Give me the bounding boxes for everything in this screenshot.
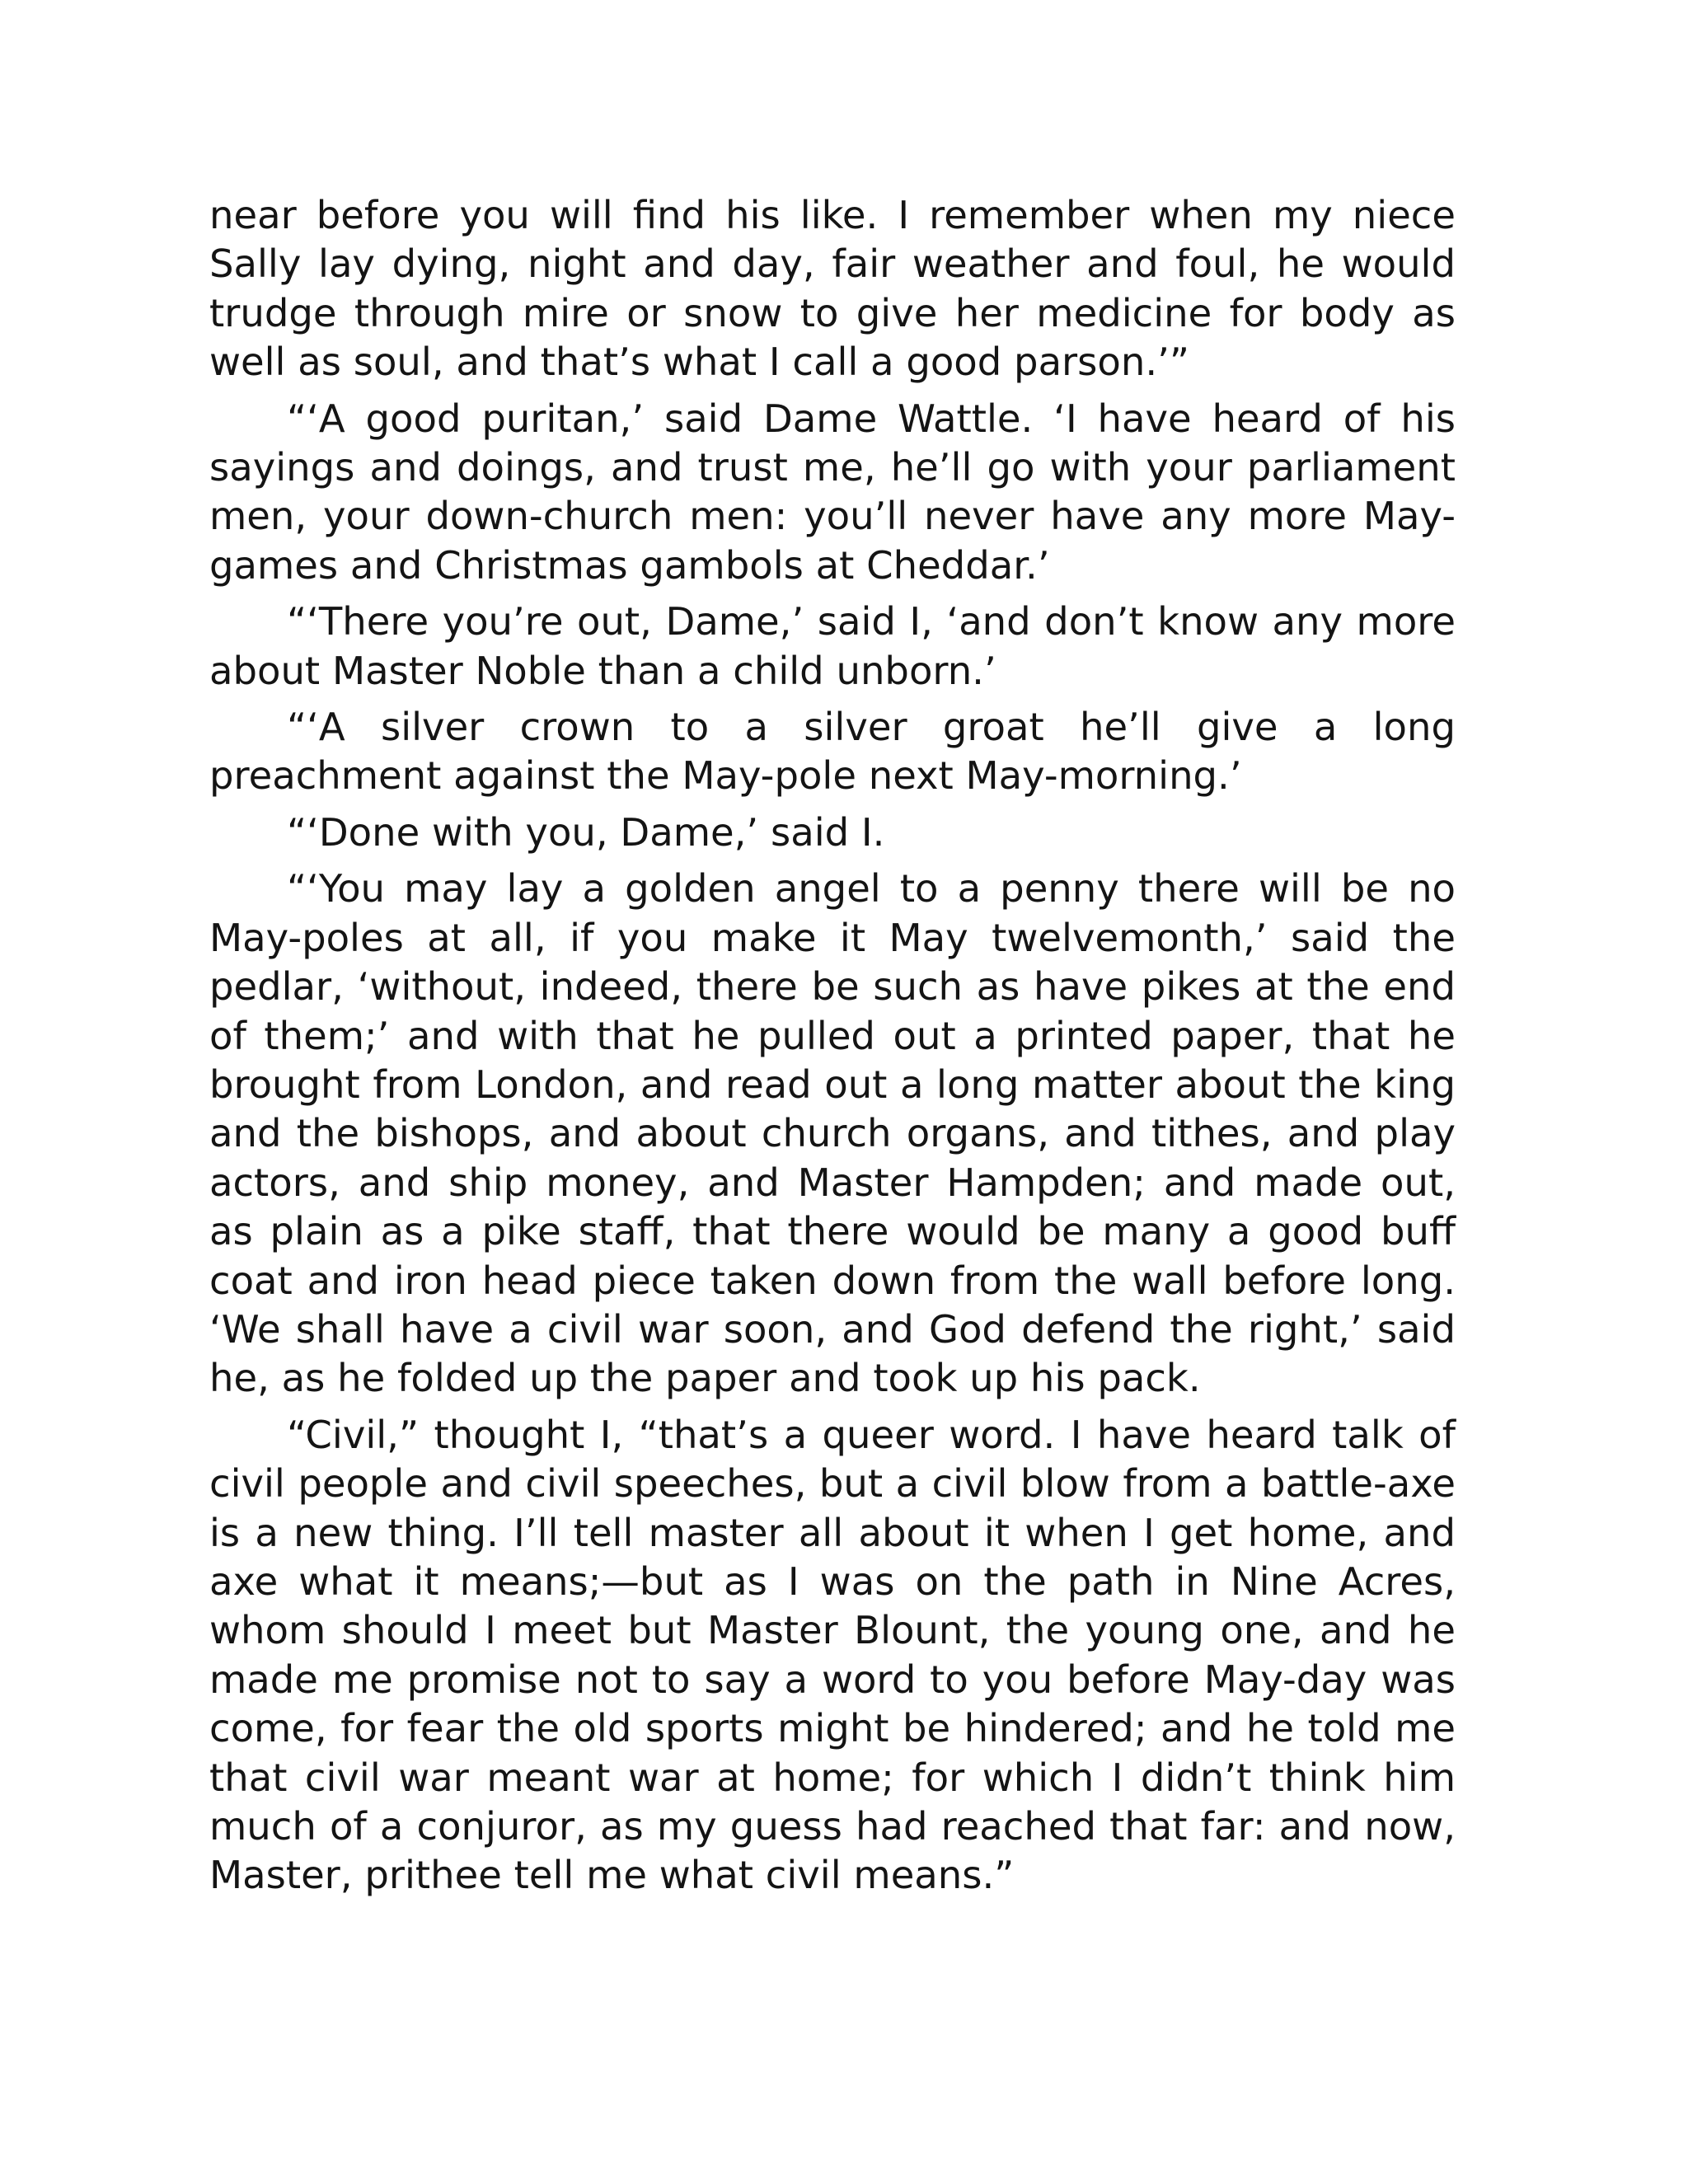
paragraph: “‘A good puritan,’ said Dame Wattle. ‘I have heard of his sayings and doings, and trust me, he’ll go with your parliament men, your down-church men: you’ll never have any more May-games and Christmas gambols at Cheddar.’	[209, 396, 1456, 588]
paragraph: “‘A silver crown to a silver groat he’ll give a long preachment against the May-pole next May-morning.’	[209, 705, 1456, 799]
paragraph: “‘Done with you, Dame,’ said I.	[287, 809, 885, 855]
book-page-text	[209, 191, 1456, 1908]
paragraph-continued: near before you will find his like. I remember when my niece Sally lay dying, night and day, fair weather and foul, he would trudge through mire or snow to give her medicine for body as well as soul, and that’s what I call a good parson.’”	[209, 193, 1456, 385]
paragraph: “‘There you’re out, Dame,’ said I, ‘and don’t know any more about Master Noble than a child unborn.’	[209, 599, 1456, 693]
paragraph: “‘You may lay a golden angel to a penny there will be no May-poles at all, if you make it May twelvemonth,’ said the pedlar, ‘without, indeed, there be such as have pikes at the end of them;’ and with that he pulled out a printed paper, that he brought from London, and read out a long matter about the king and the bishops, and about church organs, and tithes, and play actors, and ship money, and Master Hampden; and made out, as plain as a pike staff, that there would be many a good buff coat and iron head piece taken down from the wall before long. ‘We shall have a civil war soon, and God defend the right,’ said he, as he folded up the paper and took up his pack.	[209, 866, 1456, 1401]
paragraph: “Civil,” thought I, “that’s a queer word. I have heard talk of civil people and civil speeches, but a civil blow from a battle-axe is a new thing. I’ll tell master all about it when I get home, and axe what it means;—but as I was on the path in Nine Acres, whom should I meet but Master Blount, the young one, and he made me promise not to say a word to you before May-day was come, for fear the old sports might be hindered; and he told me that civil war meant war at home; for which I didn’t think him much of a conjuror, as my guess had reached that far: and now, Master, prithee tell me what civil means.”	[209, 1412, 1456, 1898]
